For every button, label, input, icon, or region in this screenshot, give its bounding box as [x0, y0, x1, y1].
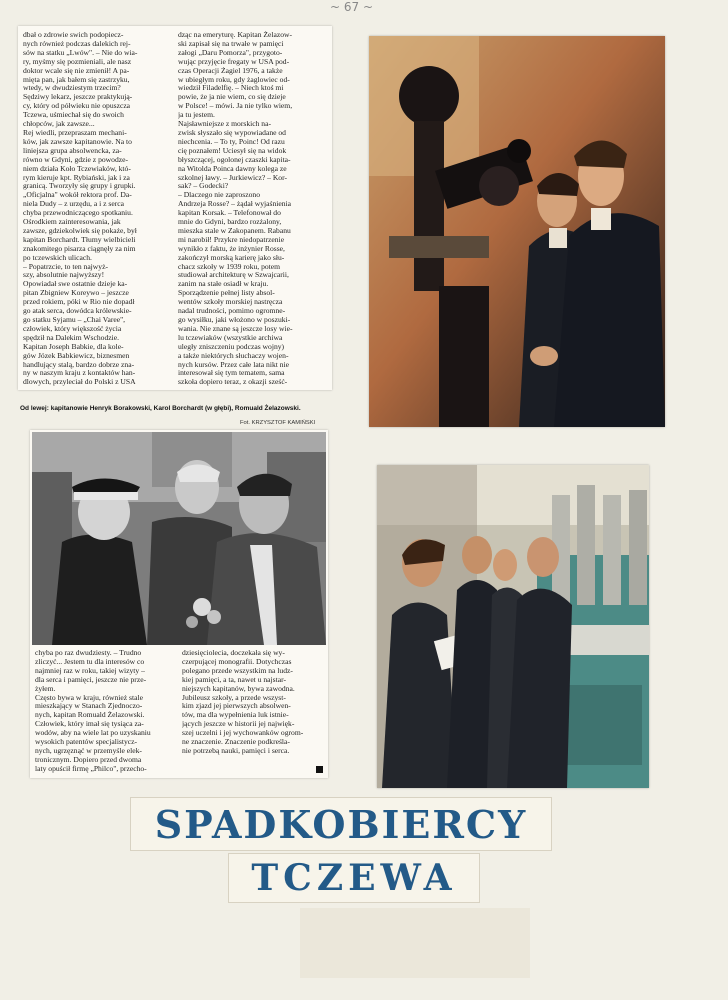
article-clipping-top: [18, 26, 332, 390]
article-column-3: chyba po raz dwudziesty. – Trudno zliczyć... Jestem tu dla interesów co najmniej raz w roku, takiej wizyty – dla serca i pamięci, jeszcze nie prze- żyłem. Często bywa w kraju, również stale mieszkający w Stanach Zjednoczo- nych, kapitan Romuald Żelazowski. Człowiek, który imał się tysiąca za- wodów, aby na wiele lat po uzyskaniu wysokich patentów specjalistycz- nych, ugrzęznąć w przemyśle elek- tronicznym. Dopiero przed dwoma laty opuścił firmę „Philco", przecho-: [35, 649, 151, 773]
headline-strip-2: [228, 853, 480, 903]
paper-stain: [300, 908, 530, 978]
photo-caption: Od lewej: kapitanowie Henryk Borakowski, Karol Borchardt (w głębi), Romuald Żelazowski.: [20, 405, 301, 412]
headline-strip-1: [130, 797, 552, 851]
telescope-photo: [369, 36, 665, 427]
article-column-1: dbał o zdrowie swich podopiecz- nych również podczas dalekich rej- sów na statku „Lwów". – Nie do wia- ry, myśmy się pozmieniali, ale nasz doktor wcale się nie zmienił! A pa- mięta pan, jak bałem się zastrzyku, wtedy, w dwudziestym trzecim? Sędziwy lekarz, jeszcze praktykują- cy, który od półwieku nie opuszcza Tczewa, uśmiechał się do swoich chłopców, jak zawsze... Rej wiedli, przepraszam mechani- ków, jak zawsze kapitanowie. Na to liniejsza grupa absolwencka, za- równo w Gdyni, gdzie z powodze- niem działa Koło Tczewiaków, któ- rym kieruje kpt. Rybiański, jak i za granicą. Tworzyły się grupy i grupki. „Oficjalna" wokół rektora prof. Da- niela Dudy – z urzędu, a i z serca chyba przewodniczącego spotkaniu. Ośrodkiem zainteresowania, jak zawsze, gdziekolwiek się pokaże, był kapitan Borchardt. Tłumy wielbicieli znakomitego pisarza ciągnęły za nim po tczewskich ulicach. – Popatrzcie, to ten najwyż- szy, absolutnie najwyższy! Opowiadał swe ostatnie dzieje ka- pitan Zbigniew Koreywo – jeszcze przed rokiem, póki w Rio nie dopadł go atak serca, dowódca królewskie- go statku Syjamu – „Chai Varee", człowiek, który większość życia spędził na Dalekim Wschodzie. Kapitan Joseph Babkie, dla kole- gów Józek Babkiewicz, biznesmen handlujący stalą, bardzo dobrze zna- ny w naszym kraju z kontaktów han- dlowych, przyleciał do Polski z USA: [23, 31, 138, 387]
captains-photo: [32, 432, 326, 645]
article-column-4: dziesięciolecia, doczekała się wy- czerpującej monografii. Dotychczas polegano przede wszystkim na ludz- kiej pamięci, a ta, nawet u najstar- niejszych kapitanów, bywa zawodna. Jubileusz szkoły, a przede wszyst- kim zjazd jej pierwszych absolwen- tów, ma dla wypełnienia luk istnie- jących jeszcze w historii jej najwięk- szej uczelni i jej wychowanków ogrom- ne znaczenie. Znaczenie podkreśla- nie potrzebą nauki, pamięci i serca.: [182, 649, 304, 755]
article-column-2: dząc na emeryturę. Kapitan Żelazow- ski zapisał się na trwałe w pamięci załogi „Daru Pomorza", przygoto- wując przyjęcie fregaty w USA pod- czas Operacji Żagiel 1976, a także w ubiegłym roku, gdy żaglowiec od- wiedził Filadelfię. – Niech ktoś mi powie, że ja nie wiem, co się dzieje w Polsce! – mówi. Ja nie tylko wiem, ja tu jestem. Najsławniejsze z morskich na- zwisk słyszało się wypowiadane od niechcenia. – To ty, Poinc! Od razu cię poznałem! Uciesył się na widok błyszczącej, ogolonej czaszki kapita- na Witolda Poinca dawny kolega ze szkolnej ławy. – Jurkiewicz? – Kor- sak? – Godecki? – Dlaczego nie zaproszono Andrzeja Rosse? – żądał wyjaśnienia kapitan Korsak. – Telefonował do mnie do Gdyni, bardzo rozżalony, mieszka stale w Zakopanem. Rabanu mi narobił! Przykre niedopatrzenie wynikło z faktu, że inżynier Rosse, zakończył morską karierę jako słu- chacz szkoły w 1939 roku, potem studiował architekturę w Szwajcarii, zanim na stałe osiadł w kraju. Sporządzenie pełnej listy absol- wentów szkoły morskiej nastręcza nadal trudności, pomimo ogromne- go wysiłku, jaki włożono w poszuki- wania. Nie znane są jeszcze losy wie- lu tczewiaków (wszystkie archiwa uległy zniszczeniu podczas wojny) a także niektórych słuchaczy wojen- nych kursów. Przez całe lata nikt nie interesował się tym tematem, sama szkoła dopiero teraz, z okazji sześć-: [178, 31, 293, 387]
engine-room-photo: [377, 465, 649, 788]
headline-line-1: SPADKOBIERCY: [154, 801, 528, 847]
headline-line-2: TCZEWA: [251, 857, 457, 899]
page-number: ~ 67 ~: [330, 0, 374, 14]
photo-credit: Fot. KRZYSZTOF KAMIŃSKI: [240, 420, 316, 426]
article-end-mark: [316, 766, 323, 773]
article-clipping-bottom: [30, 430, 328, 778]
